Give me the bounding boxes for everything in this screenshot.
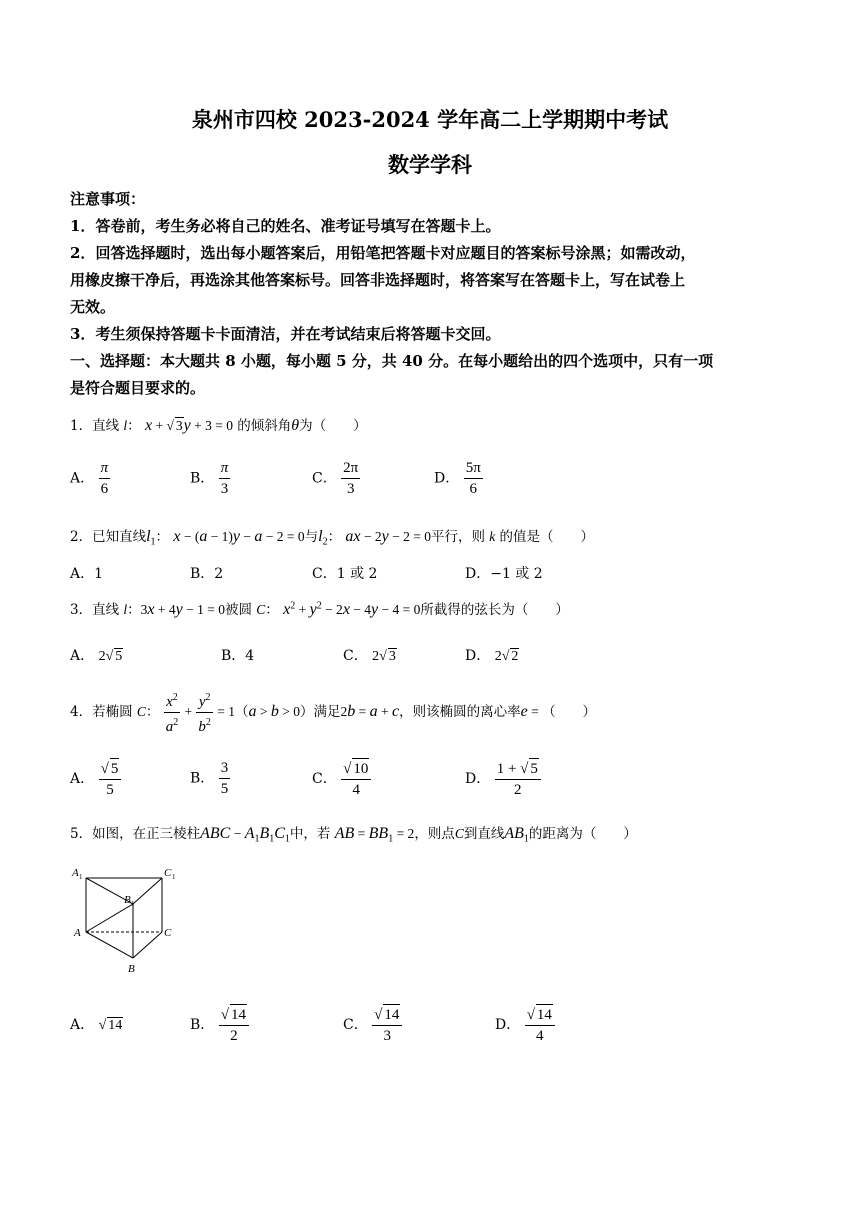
notice-item-2-cont2: 无效。 (70, 298, 116, 316)
q4-option-a: A． $\frac{√ 5}{5}$ (70, 758, 121, 800)
label-b1-sub: 1 (131, 900, 135, 908)
notice-item-1: 1．答卷前，考生务必将自己的姓名、准考证号填写在答题卡上。 (70, 217, 501, 235)
q2-option-c: C．1 或 2 (312, 566, 378, 582)
label-c: C (164, 927, 172, 939)
q1-option-b: B． $\frac{\pi}{3}$ (190, 460, 229, 497)
q3-option-a: A． 2√ 5 (70, 648, 123, 664)
notice-item-2-cont: 用橡皮擦干净后，再选涂其他答案标号。回答非选择题时，将答案写在答题卡上，写在试卷上 (70, 271, 686, 289)
question-4: 4．若椭圆 C： $\frac{x^2}{a^2}$ + $\frac{y^2}{b^2}$ = 1（a > b > 0）满足2b = a + c，则该椭圆的离心率e = （ ） (70, 688, 596, 737)
section-heading: 一、选择题：本大题共 8 小题，每小题 5 分，共 40 分。在每小题给出的四个选项中，只有一项 (70, 352, 714, 370)
label-c1: C (164, 867, 172, 879)
prism-figure (66, 862, 186, 978)
q2-option-b: B．2 (190, 566, 224, 582)
question-2: 2．已知直线$l_1$： x − (a − 1)y − a − 2 = 0与$l_2$： ax − 2y − 2 = 0平行，则 k 的值是（ ） (70, 528, 595, 548)
label-a1-sub: 1 (79, 873, 83, 881)
q3-option-c: C． 2√ 3 (343, 648, 396, 664)
q1-option-d: D． $\frac{5\pi}{6}$ (434, 460, 481, 497)
q2-option-a: A．1 (70, 566, 104, 582)
q4-option-d: D． $\frac{1 + √ 5}{2}$ (465, 758, 541, 800)
label-a: A (74, 927, 81, 939)
question-5: 5．如图，在正三棱柱ABC − $A_1B_1C_1$中，若 AB = $BB_1 = 2$，则点C到直线$AB_1$的距离为（ ） (70, 825, 637, 845)
label-b1: B (124, 894, 131, 906)
q1-option-c: C． $\frac{2\pi}{3}$ (312, 460, 359, 497)
q5-option-d: D． $\frac{√ 14}{4}$ (495, 1004, 555, 1046)
q1-option-a: A． $\frac{\pi}{6}$ (70, 460, 109, 497)
q5-option-b: B． $\frac{√ 14}{2}$ (190, 1004, 249, 1046)
notice-item-3: 3．考生须保持答题卡卡面清洁，并在考试结束后将答题卡交回。 (70, 325, 501, 343)
q2-option-d: D．−1 或 2 (465, 566, 543, 582)
label-c1-sub: 1 (172, 873, 176, 881)
q4-option-b: B． $\frac{3}{5}$ (190, 760, 229, 797)
q5-option-c: C． $\frac{√ 14}{3}$ (343, 1004, 402, 1046)
notice-heading: 注意事项： (70, 190, 146, 208)
q3-option-b: B．4 (221, 648, 255, 664)
notice-item-2: 2．回答选择题时，选出每小题答案后，用铅笔把答题卡对应题目的答案标号涂黑；如需改动， (70, 244, 696, 262)
page-title: 泉州市四校 2023-2024 学年高二上学期期中考试 (191, 107, 669, 132)
label-a1: A (72, 867, 79, 879)
q5-option-a: A． √ 14 (70, 1017, 123, 1033)
label-b: B (128, 963, 135, 975)
question-1: 1．直线 l： x + √ 3y + 3 = 0 的倾斜角θ为（ ） (70, 417, 367, 434)
section-heading-cont: 是符合题目要求的。 (70, 379, 206, 397)
q3-option-d: D． 2√ 2 (465, 648, 519, 664)
q4-option-c: C． $\frac{√ 10}{4}$ (312, 758, 371, 800)
question-3: 3．直线 l：3x + 4y − 1 = 0被圆 C： $x^2 + y^2 - 2x - 4y - 4 = 0$所截得的弦长为（ ） (70, 600, 569, 618)
subject-title: 数学学科 (388, 152, 472, 177)
